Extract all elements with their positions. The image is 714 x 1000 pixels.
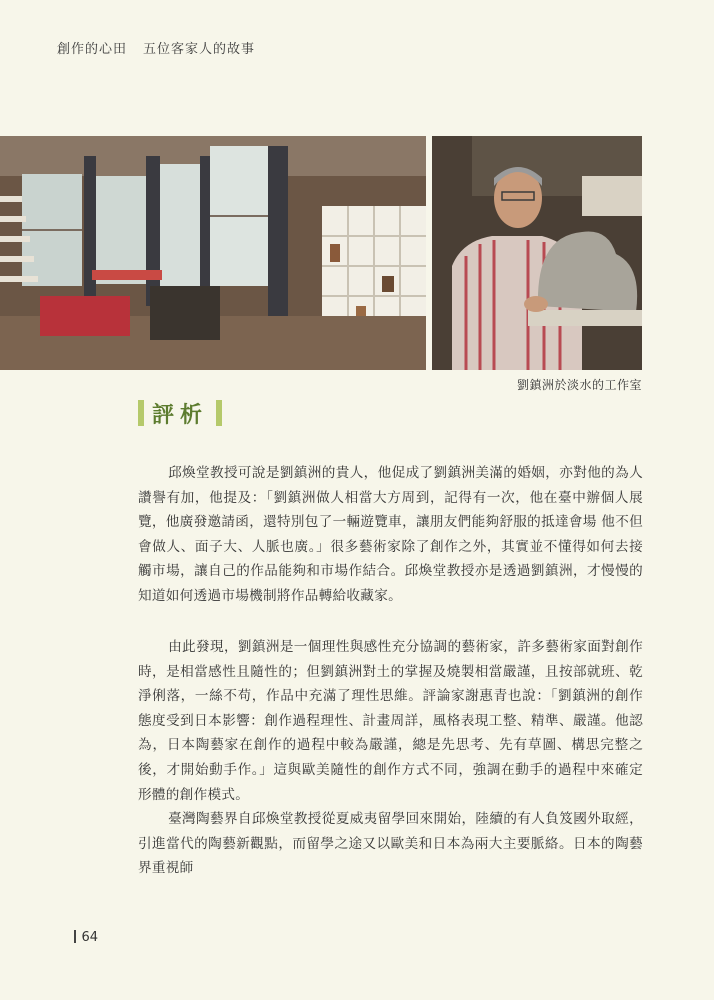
artist-portrait-illustration xyxy=(432,136,642,370)
studio-interior-photo xyxy=(0,136,426,370)
series-title: 五位客家人的故事 xyxy=(143,42,256,57)
section-title: 評析 xyxy=(152,402,209,428)
body-paragraph-3 xyxy=(138,807,643,881)
section-heading xyxy=(138,398,222,428)
paragraph-1-text: 邱煥堂教授可說是劉鎮洲的貴人，他促成了劉鎮洲美滿的婚姻，亦對他的為人讚譽有加，他提及：「劉鎮洲做人相當大方周到，記得有一次，他在臺中辦個人展覽，他廣發邀請函，還特別包了一輛遊覽車，讓朋友們能夠舒服的抵達會場 他不但會做人、面子大、人脈也廣。」很多藝術家除了創作之外，其實並不懂得如何去接觸市場，讓自己的作品能夠和市場作結合。邱煥堂教授亦是透過劉鎮洲，才慢慢的知道如何透過市場機制將作品轉給收藏家。 xyxy=(138,465,643,604)
paragraph-2-text: 由此發現，劉鎮洲是一個理性與感性充分協調的藝術家，許多藝術家面對創作時，是相當感性且隨性的；但劉鎮洲對土的掌握及燒製相當嚴謹，且按部就班、乾淨俐落，一絲不苟，作品中充滿了理性思維。評論家謝惠青也說：「劉鎮洲的創作態度受到日本影響：創作過程理性、計畫周詳，風格表現工整、精準、嚴謹。他認為，日本陶藝家在創作的過程中較為嚴謹，總是先思考、先有草圖、構思完整之後，才開始動手作。」這與歐美隨性的創作方式不同，強調在動手的過程中來確定形體的創作模式。 xyxy=(138,639,643,803)
body-paragraph-2 xyxy=(138,635,643,807)
page-folio xyxy=(74,930,98,945)
page-number: 64 xyxy=(81,930,99,945)
heading-left-bar xyxy=(138,400,144,426)
paragraph-3-text: 臺灣陶藝界自邱煥堂教授從夏威夷留學回來開始，陸續的有人負笈國外取經，引進當代的陶藝新觀點，而留學之途又以歐美和日本為兩大主要脈絡。日本的陶藝界重視師 xyxy=(138,811,643,877)
studio-interior-illustration xyxy=(0,136,426,370)
book-title: 創作的心田 xyxy=(57,42,128,57)
artist-portrait-photo xyxy=(432,136,642,370)
photo-caption: 劉鎮洲於淡水的工作室 xyxy=(516,378,642,392)
running-header xyxy=(57,38,255,57)
folio-bar xyxy=(74,930,76,943)
body-paragraph-1 xyxy=(138,461,643,609)
heading-right-bar xyxy=(216,400,222,426)
